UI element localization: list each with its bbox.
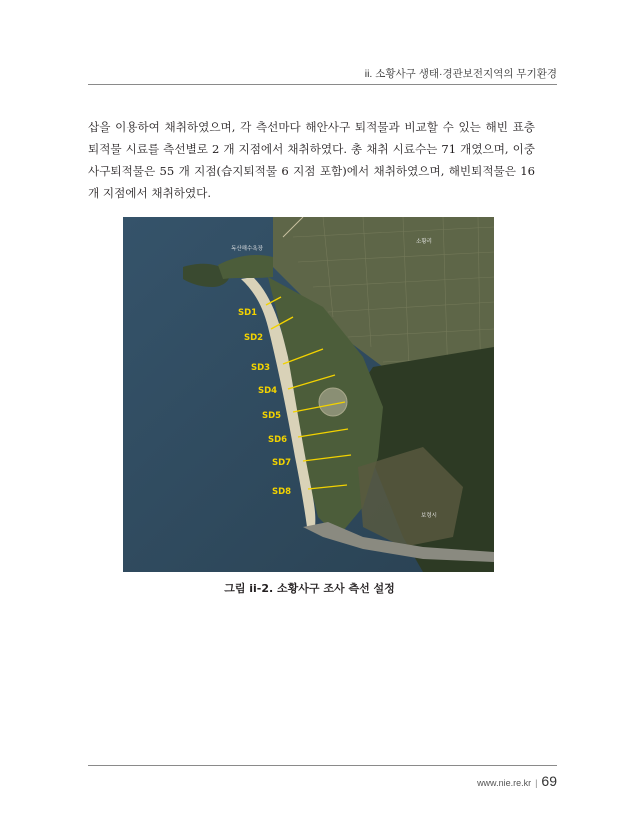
page-footer bbox=[477, 773, 557, 791]
header-rule bbox=[88, 84, 557, 85]
map-label-top-left: 독산해수욕장 bbox=[231, 246, 263, 252]
map-label-bottom-right: 보령시 bbox=[421, 513, 437, 519]
map-label-top-right: 소황리 bbox=[416, 239, 432, 245]
page-number: 69 bbox=[541, 773, 557, 789]
body-paragraph: 삽을 이용하여 채취하였으며, 각 측선마다 해안사구 퇴적물과 비교할 수 있는 해빈 표층 퇴적물 시료를 측선별로 2 개 지점에서 채취하였다. 총 채취 시료수는 71 개였으며, 이중 사구퇴적물은 55 개 지점(습지퇴적물 6 지점 포함)에서 채취하였으며, 해빈퇴적물은 16 개 지점에서 채취하였다. bbox=[88, 120, 535, 200]
transect-label-sd3: SD3 bbox=[251, 363, 271, 373]
footer-rule bbox=[88, 765, 557, 766]
body-text bbox=[88, 116, 535, 204]
satellite-map bbox=[123, 217, 494, 572]
transect-label-sd6: SD6 bbox=[268, 435, 288, 445]
footer-url[interactable]: www.nie.re.kr bbox=[477, 778, 532, 788]
satellite-map-figure bbox=[123, 217, 494, 572]
transect-label-sd2: SD2 bbox=[244, 333, 264, 343]
transect-label-sd8: SD8 bbox=[272, 487, 292, 497]
header-title: ii. 소황사구 생태·경관보전지역의 무기환경 bbox=[364, 68, 557, 80]
footer-separator: | bbox=[535, 778, 538, 788]
transect-label-sd7: SD7 bbox=[272, 458, 292, 468]
transect-label-sd5: SD5 bbox=[262, 411, 282, 421]
transect-label-sd1: SD1 bbox=[238, 308, 258, 318]
figure-caption: 그림 ii-2. 소황사구 조사 측선 설정 bbox=[224, 582, 395, 595]
transect-label-sd4: SD4 bbox=[258, 386, 278, 396]
